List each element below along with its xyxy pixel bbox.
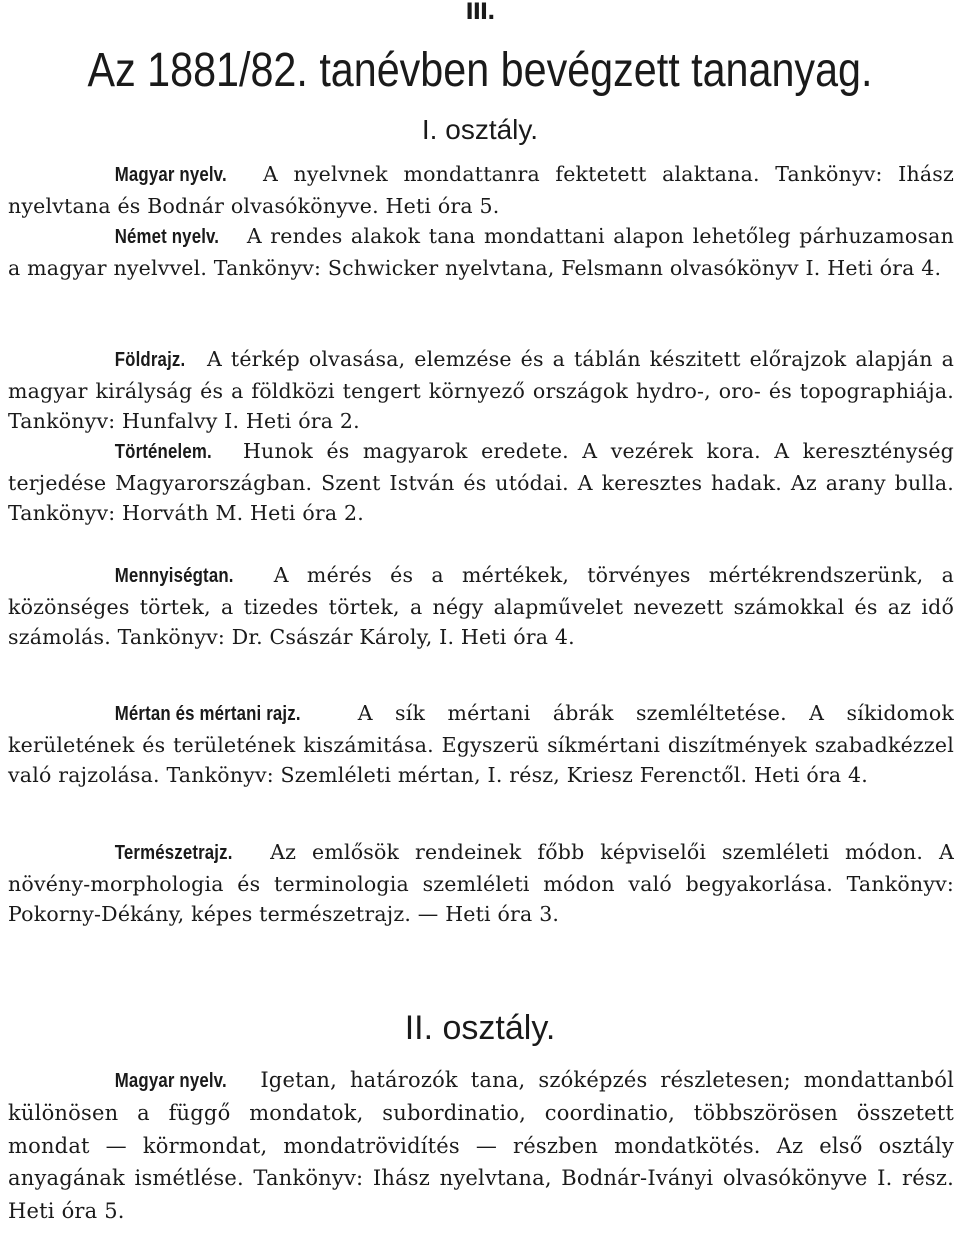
subject-heading: Történelem. — [114, 441, 212, 463]
paragraph-text: A nyelvnek mondattanra fektetett alaktana. Tankönyv: Ihász nyelvtana és Bodnár olvasókönyve. Heti óra 5. — [8, 162, 954, 218]
paragraph-tortenelem — [8, 436, 954, 529]
paragraph-termeszetrajz — [8, 837, 954, 930]
subject-heading: Magyar nyelv. — [114, 1070, 227, 1092]
paragraph-magyar-nyelv-2 — [8, 1064, 954, 1227]
paragraph-text: A mérés és a mértékek, törvényes mértékrendszerünk, a közönséges törtek, a tizedes törtek, a négy alapművelet nevezett számokkal és az idő számolás. Tankönyv: Dr. Császár Károly, I. Heti óra 4. — [8, 563, 954, 650]
page-title: Az 1881/82. tanévben bevégzett tananyag. — [87, 44, 873, 97]
subject-heading: Magyar nyelv. — [114, 164, 227, 186]
paragraph-text: A térkép olvasása, elemzése és a táblán készitett előrajzok alapján a magyar királyság és a földközi tengert környező országok hydro-, oro- és topographiája. Tankönyv: Hunfalvy I. Heti óra 2. — [8, 347, 955, 434]
subject-heading: Földrajz. — [114, 349, 186, 371]
paragraph-mertan — [8, 698, 954, 791]
paragraph-text: A rendes alakok tana mondattani alapon lehetőleg párhuzamosan a magyar nyelvvel. Tankönyv: Schwicker nyelvtana, Felsmann olvasókönyv I. Heti óra 4. — [8, 224, 954, 280]
paragraph-foldrajz — [8, 344, 954, 437]
page-number: III. — [465, 0, 495, 25]
subject-heading: Természetrajz. — [114, 842, 233, 864]
paragraph-text: Az emlősök rendeinek főbb képviselői szemléleti módon. A növény-morphologia és terminologia szemléleti módon való begyakorlása. Tankönyv: Pokorny-Dékány, képes természetrajz. — Heti óra 3. — [8, 840, 954, 927]
subject-heading: Mennyiségtan. — [114, 565, 234, 587]
paragraph-text: Hunok és magyarok eredete. A vezérek kora. A kereszténység terjedése Magyarországban. Szent István és utódai. A keresztes hadak. Az arany bulla. Tankönyv: Horváth M. Heti óra 2. — [8, 439, 954, 526]
section-heading-class-2: II. osztály. — [404, 1009, 556, 1047]
section-heading-class-1: I. osztály. — [421, 114, 539, 145]
paragraph-text: Igetan, határozók tana, szóképzés részletesen; mondattanból különösen a függő mondatok, subordinatio, coordinatio, többszörösen összetett mondat — körmondat, mondatrövidítés — részben mondatkötés. Az első osztály anyagának ismétlése. Tankönyv: Ihász nyelvtana, Bodnár-Iványi olvasókönyve I. rész. Heti óra 5. — [8, 1068, 954, 1223]
subject-heading: Német nyelv. — [114, 226, 220, 248]
paragraph-nemet-nyelv — [8, 221, 954, 283]
paragraph-text: A sík mértani ábrák szemléltetése. A síkidomok kerületének és területének kiszámitása. Egyszerü síkmértani diszítmények szabadkézzel való rajzolása. Tankönyv: Szemléleti mértan, I. rész, Kriesz Ferenctől. Heti óra 4. — [8, 701, 954, 788]
paragraph-magyar-nyelv-1 — [8, 159, 954, 221]
paragraph-mennyisegtan — [8, 560, 954, 653]
subject-heading: Mértan és mértani rajz. — [114, 703, 301, 725]
